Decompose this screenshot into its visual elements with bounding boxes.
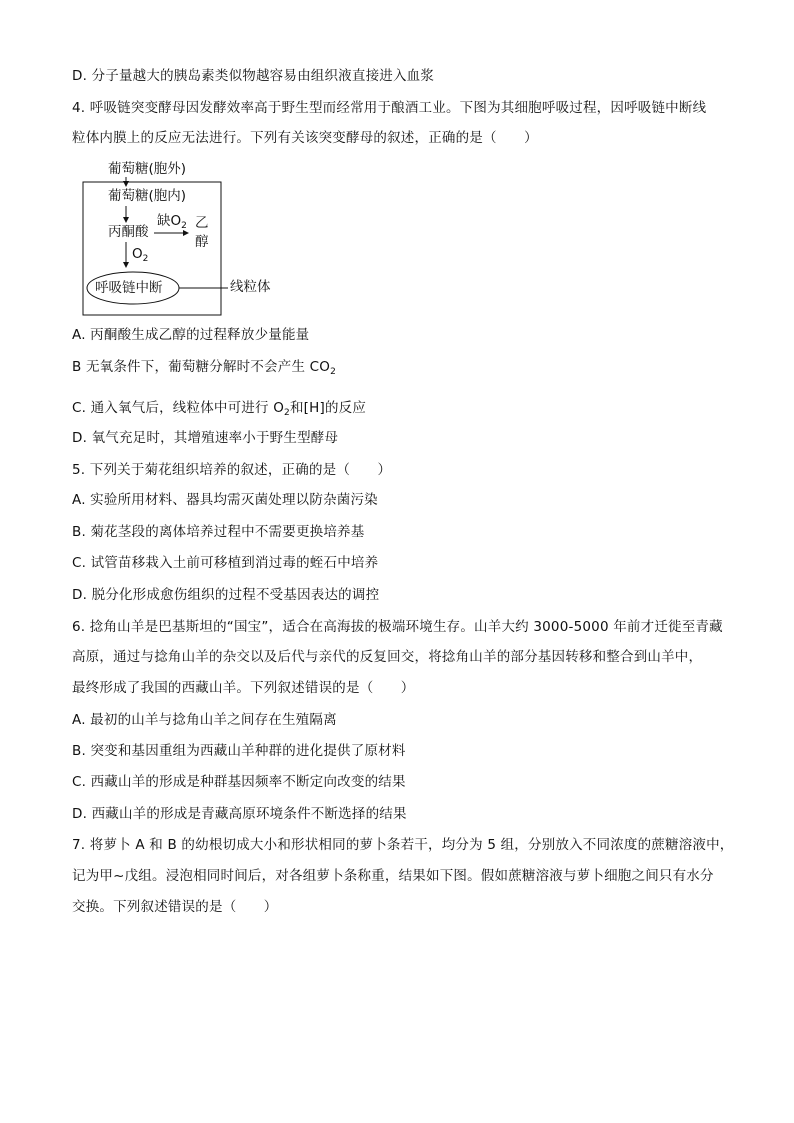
- q5-option-c: C. 试管苗移栽入土前可移植到消过毒的蛭石中培养: [72, 555, 379, 571]
- pyruvate-label: 丙酮酸: [108, 224, 149, 240]
- q4-option-d: D. 氧气充足时，其增殖速率小于野生型酵母: [72, 430, 339, 446]
- q6-option-b: B. 突变和基因重组为西藏山羊种群的进化提供了原材料: [72, 743, 406, 759]
- q4-stem-line-1: 4. 呼吸链突变酵母因发酵效率高于野生型而经常用于酿酒工业。下图为其细胞呼吸过程，因呼吸链中断线: [72, 100, 707, 116]
- q7-stem-line-2: 记为甲~戊组。浸泡相同时间后，对各组萝卜条称重，结果如下图。假如蔗糖溶液与萝卜细胞之间只有水分: [72, 868, 714, 884]
- q6-option-d: D. 西藏山羊的形成是青藏高原环境条件不断选择的结果: [72, 806, 407, 822]
- chain-break-label: 呼吸链中断: [95, 280, 163, 296]
- q4-option-c: C. 通入氧气后，线粒体中可进行 $O_2$和[H]的反应: [72, 400, 367, 418]
- respiration-diagram: [80, 160, 310, 320]
- q4-option-a: A. 丙酮酸生成乙醇的过程释放少量能量: [72, 327, 310, 343]
- glucose-outside-label: 葡萄糖(胞外): [108, 161, 187, 177]
- mitochondria-label: 线粒体: [230, 279, 271, 295]
- q5-option-b: B. 菊花茎段的离体培养过程中不需要更换培养基: [72, 524, 365, 540]
- q4-option-b: B 无氧条件下，葡萄糖分解时不会产生 $CO_2$: [72, 359, 337, 377]
- q6-stem-line-2: 高原，通过与捻角山羊的杂交以及后代与亲代的反复回交，将捻角山羊的部分基因转移和整合到山羊中，: [72, 649, 703, 665]
- ethanol-label-1: 乙: [195, 215, 209, 231]
- q5-option-a: A. 实验所用材料、器具均需灭菌处理以防杂菌污染: [72, 492, 378, 508]
- q7-stem-line-3: 交换。下列叙述错误的是（ ）: [72, 899, 278, 915]
- glucose-inside-label: 葡萄糖(胞内): [108, 188, 187, 204]
- oxygen-label: $O_2$: [132, 246, 149, 264]
- q3-option-d: D. 分子量越大的胰岛素类似物越容易由组织液直接进入血浆: [72, 68, 435, 84]
- q4-stem-line-2: 粒体内膜上的反应无法进行。下列有关该突变酵母的叙述，正确的是（ ）: [72, 130, 538, 146]
- ethanol-label-2: 醇: [195, 234, 209, 250]
- q6-option-c: C. 西藏山羊的形成是种群基因频率不断定向改变的结果: [72, 774, 406, 790]
- q5-stem: 5. 下列关于菊花组织培养的叙述，正确的是（ ）: [72, 462, 392, 478]
- q6-stem-line-3: 最终形成了我国的西藏山羊。下列叙述错误的是（ ）: [72, 680, 415, 696]
- q5-option-d: D. 脱分化形成愈伤组织的过程不受基因表达的调控: [72, 587, 380, 603]
- q7-stem-line-1: 7. 将萝卜 A 和 B 的幼根切成大小和形状相同的萝卜条若干，均分为 5 组，分别放入不同浓度的蔗糖溶液中，: [72, 837, 734, 853]
- q6-option-a: A. 最初的山羊与捻角山羊之间存在生殖隔离: [72, 712, 337, 728]
- lack-oxygen-label: 缺$O_2$: [157, 213, 187, 231]
- q6-stem-line-1: 6. 捻角山羊是巴基斯坦的“国宝”，适合在高海拔的极端环境生存。山羊大约 3000-5000 年前才迁徙至青藏: [72, 619, 723, 635]
